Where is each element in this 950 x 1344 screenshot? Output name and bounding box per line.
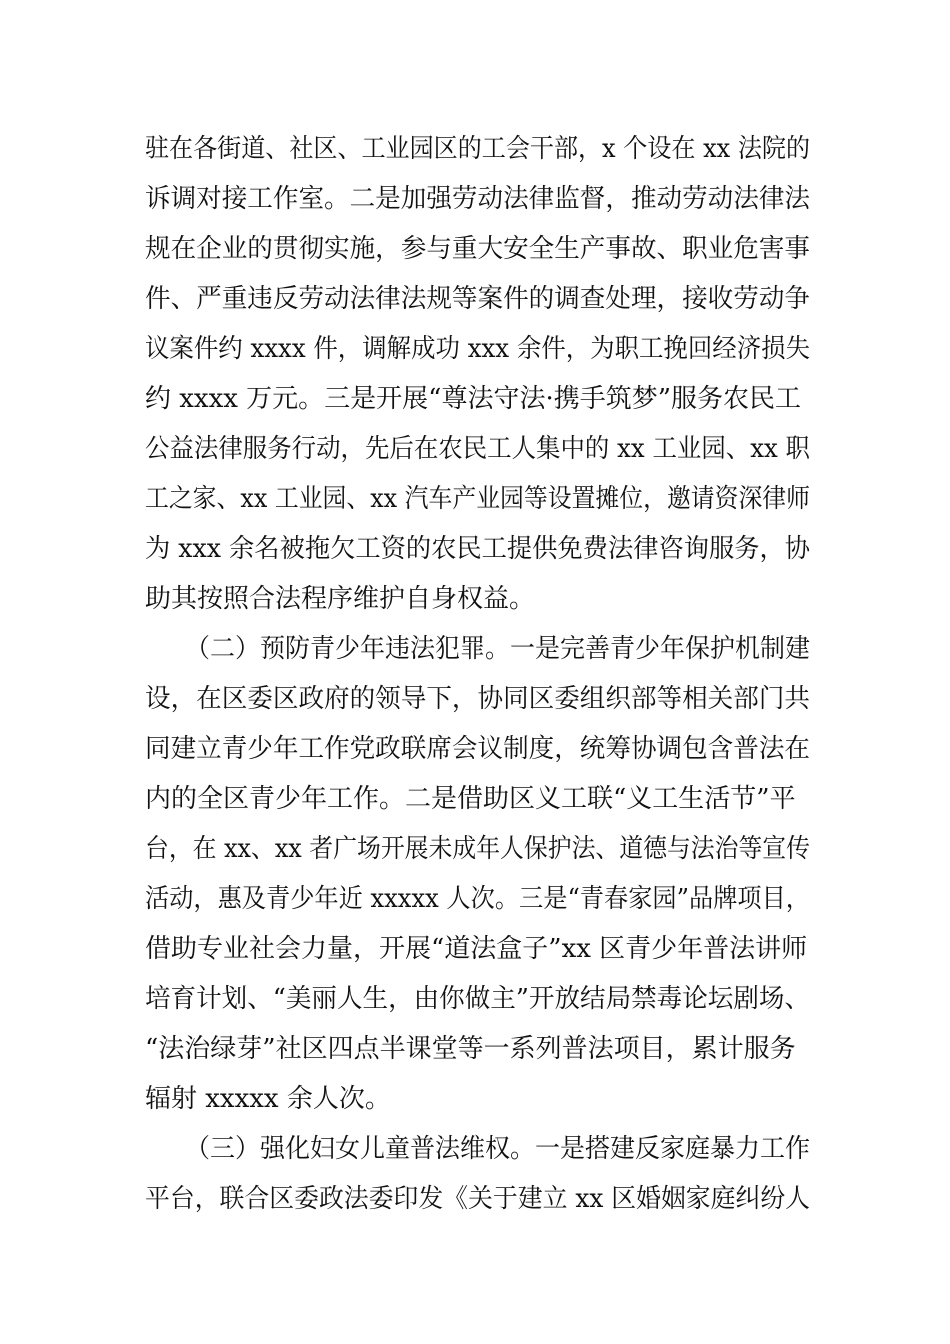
text-line bbox=[0, 124, 950, 174]
text-line-content: 平台，联合区委政法委印发《关于建立 xx 区婚姻家庭纠纷人 bbox=[145, 1184, 811, 1214]
text-line bbox=[0, 374, 950, 424]
text-line-content: 件、严重违反劳动法律法规等案件的调查处理，接收劳动争 bbox=[145, 284, 810, 314]
text-line-content: 内的全区青少年工作。二是借助区义工联“义工生活节”平 bbox=[145, 784, 796, 814]
text-line bbox=[0, 274, 950, 324]
text-line-content: 公益法律服务行动，先后在农民工人集中的 xx 工业园、xx 职 bbox=[145, 434, 811, 464]
text-line-content: 助其按照合法程序维护自身权益。 bbox=[145, 584, 536, 614]
text-line-content: 台，在 xx、xx 者广场开展未成年人保护法、道德与法治等宣传 bbox=[145, 834, 810, 864]
text-line-content: （二）预防青少年违法犯罪。一是完善青少年保护机制建 bbox=[185, 634, 810, 664]
text-line bbox=[0, 624, 950, 674]
text-line bbox=[0, 174, 950, 224]
text-line bbox=[0, 874, 950, 924]
text-line bbox=[0, 324, 950, 374]
text-line-content: 约 xxxx 万元。三是开展“尊法守法·携手筑梦”服务农民工 bbox=[145, 384, 802, 414]
text-line-content: 议案件约 xxxx 件，调解成功 xxx 余件，为职工挽回经济损失 bbox=[145, 334, 811, 364]
text-line bbox=[0, 924, 950, 974]
text-line-content: 驻在各街道、社区、工业园区的工会干部，x 个设在 xx 法院的 bbox=[145, 134, 811, 164]
text-line bbox=[0, 1124, 950, 1174]
text-line-content: 为 xxx 余名被拖欠工资的农民工提供免费法律咨询服务，协 bbox=[145, 534, 811, 564]
text-line bbox=[0, 474, 950, 524]
text-line-content: 培育计划、“美丽人生，由你做主”开放结局禁毒论坛剧场、 bbox=[145, 984, 811, 1014]
text-line bbox=[0, 1024, 950, 1074]
text-line bbox=[0, 224, 950, 274]
text-line bbox=[0, 574, 950, 624]
text-line-content: 辐射 xxxxx 余人次。 bbox=[145, 1084, 391, 1114]
text-line bbox=[0, 774, 950, 824]
text-line bbox=[0, 1174, 950, 1224]
text-line bbox=[0, 824, 950, 874]
text-line-content: 工之家、xx 工业园、xx 汽车产业园等设置摊位，邀请资深律师 bbox=[145, 484, 810, 514]
text-line-content: （三）强化妇女儿童普法维权。一是搭建反家庭暴力工作 bbox=[185, 1134, 810, 1164]
text-line bbox=[0, 674, 950, 724]
text-line-content: 活动，惠及青少年近 xxxxx 人次。三是“青春家园”品牌项目， bbox=[145, 884, 810, 914]
text-line-content: 借助专业社会力量，开展“道法盒子”xx 区青少年普法讲师 bbox=[145, 934, 808, 964]
text-line bbox=[0, 724, 950, 774]
text-line-content: 同建立青少年工作党政联席会议制度，统筹协调包含普法在 bbox=[145, 734, 810, 764]
text-line-content: 设，在区委区政府的领导下，协同区委组织部等相关部门共 bbox=[145, 684, 810, 714]
text-line bbox=[0, 974, 950, 1024]
text-line bbox=[0, 1074, 950, 1124]
text-line-content: “法治绿芽”社区四点半课堂等一系列普法项目，累计服务 bbox=[145, 1034, 796, 1064]
text-line bbox=[0, 424, 950, 474]
text-line-content: 诉调对接工作室。二是加强劳动法律监督，推动劳动法律法 bbox=[145, 184, 810, 214]
text-line bbox=[0, 524, 950, 574]
text-line-content: 规在企业的贯彻实施，参与重大安全生产事故、职业危害事 bbox=[145, 234, 810, 264]
